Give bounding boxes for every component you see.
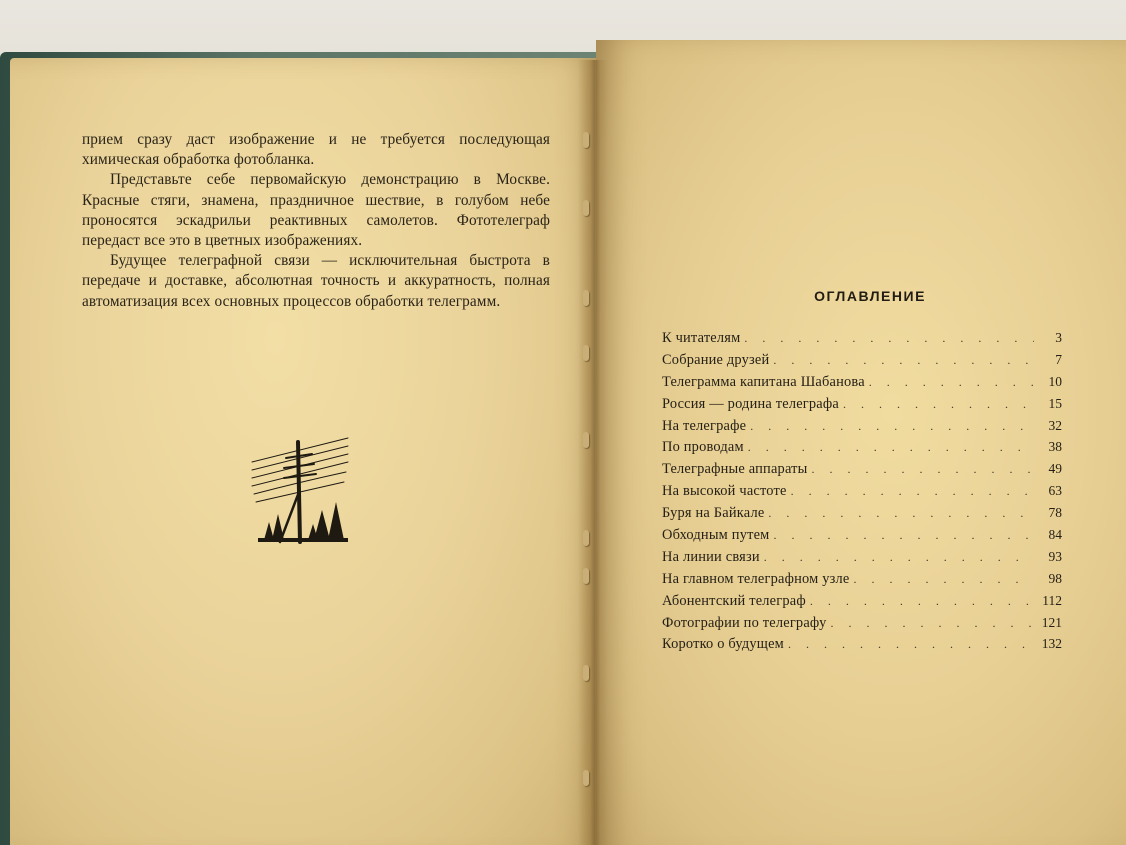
leader-dots (843, 397, 1034, 412)
leader-dots (764, 550, 1034, 565)
toc-row (662, 636, 1062, 658)
leader-dots (748, 440, 1034, 455)
leader-dots (750, 419, 1034, 434)
binding-stitch (583, 132, 589, 148)
toc-row (662, 615, 1062, 637)
leader-dots (869, 375, 1034, 390)
binding-stitch (583, 432, 589, 448)
left-page-body (82, 130, 550, 312)
toc-entry-page: 32 (1048, 417, 1062, 433)
toc-row (662, 527, 1062, 549)
toc-entry-page: 112 (1042, 592, 1062, 608)
toc-entry-label: Буря на Байкале (662, 505, 765, 522)
leader-dots (853, 572, 1034, 587)
toc-entry-page: 3 (1055, 330, 1062, 345)
toc-row (662, 418, 1062, 440)
table-of-contents (662, 330, 1062, 658)
binding-stitch (583, 345, 589, 361)
toc-entry-page: 10 (1048, 373, 1062, 389)
toc-entry-page: 78 (1048, 505, 1062, 521)
toc-row (662, 505, 1062, 527)
binding-stitch (583, 530, 589, 546)
toc-entry-page: 132 (1041, 636, 1062, 652)
toc-entry-page: 98 (1048, 570, 1062, 586)
toc-entry-label: На линии связи (662, 548, 760, 565)
toc-entry-label: К читателям (662, 330, 741, 346)
toc-entry-label: Россия — родина телеграфа (662, 395, 840, 412)
toc-entry-page: 63 (1048, 483, 1062, 499)
toc-entry-page: 7 (1055, 351, 1062, 367)
leader-dots (830, 616, 1034, 631)
leader-dots (773, 528, 1034, 543)
leader-dots (773, 353, 1034, 368)
toc-entry-page: 38 (1048, 439, 1062, 455)
toc-row (662, 352, 1062, 374)
toc-entry-page: 49 (1048, 461, 1062, 477)
toc-entry-label: Фотографии по телеграфу (662, 614, 827, 631)
toc-row (662, 483, 1062, 505)
paragraph: Представьте себе первомайскую демонстрацию в Москве. Красные стяги, знамена, праздничное шествие, в голубом небе проносятся эскадрильи реактивных самолетов. Фототелеграф передаст все это в цветных изображениях. (82, 171, 550, 250)
binding-stitch (583, 770, 589, 786)
leader-dots (768, 506, 1034, 521)
binding-stitch (583, 200, 589, 216)
toc-entry-label: Коротко о будущем (662, 636, 784, 653)
book-spine-gutter (578, 60, 608, 845)
toc-entry-page: 93 (1048, 548, 1062, 564)
toc-entry-label: Обходным путем (662, 527, 770, 544)
toc-entry-label: На телеграфе (662, 417, 747, 434)
toc-entry-page: 15 (1048, 395, 1062, 411)
toc-row (662, 374, 1062, 396)
toc-row (662, 396, 1062, 418)
paragraph: Будущее телеграфной связи — исключительная быстрота в передаче и доставке, абсолютная точность и аккуратность, полная автоматизация всех основных процессов обработки телеграмм. (82, 252, 550, 310)
toc-entry-label: На главном телеграфном узле (662, 570, 850, 587)
toc-row (662, 439, 1062, 461)
leader-dots (810, 594, 1034, 609)
toc-row (662, 593, 1062, 615)
leader-dots (744, 331, 1034, 346)
toc-entry-label: По проводам (662, 439, 744, 456)
toc-entry-label: Абонентский телеграф (662, 592, 806, 609)
toc-entry-label: Телеграмма капитана Шабанова (662, 373, 865, 390)
leader-dots (788, 637, 1034, 652)
toc-entry-page: 121 (1041, 614, 1062, 630)
toc-entry-label: На высокой частоте (662, 483, 787, 500)
binding-stitch (583, 290, 589, 306)
leader-dots (791, 484, 1034, 499)
toc-entry-label: Телеграфные аппараты (662, 461, 808, 478)
telegraph-pole-with-trees-icon (250, 432, 350, 547)
toc-entry-label: Собрание друзей (662, 351, 770, 368)
binding-stitch (583, 568, 589, 584)
toc-row (662, 549, 1062, 571)
leader-dots (812, 462, 1034, 477)
paragraph: прием сразу даст изображение и не требуется последующая химическая обработка фотобланка. (82, 131, 550, 169)
toc-entry-page: 84 (1048, 527, 1062, 543)
toc-row (662, 571, 1062, 593)
toc-row (662, 461, 1062, 483)
binding-stitch (583, 665, 589, 681)
toc-title: ОГЛАВЛЕНИЕ (814, 288, 926, 304)
toc-row (662, 330, 1062, 352)
